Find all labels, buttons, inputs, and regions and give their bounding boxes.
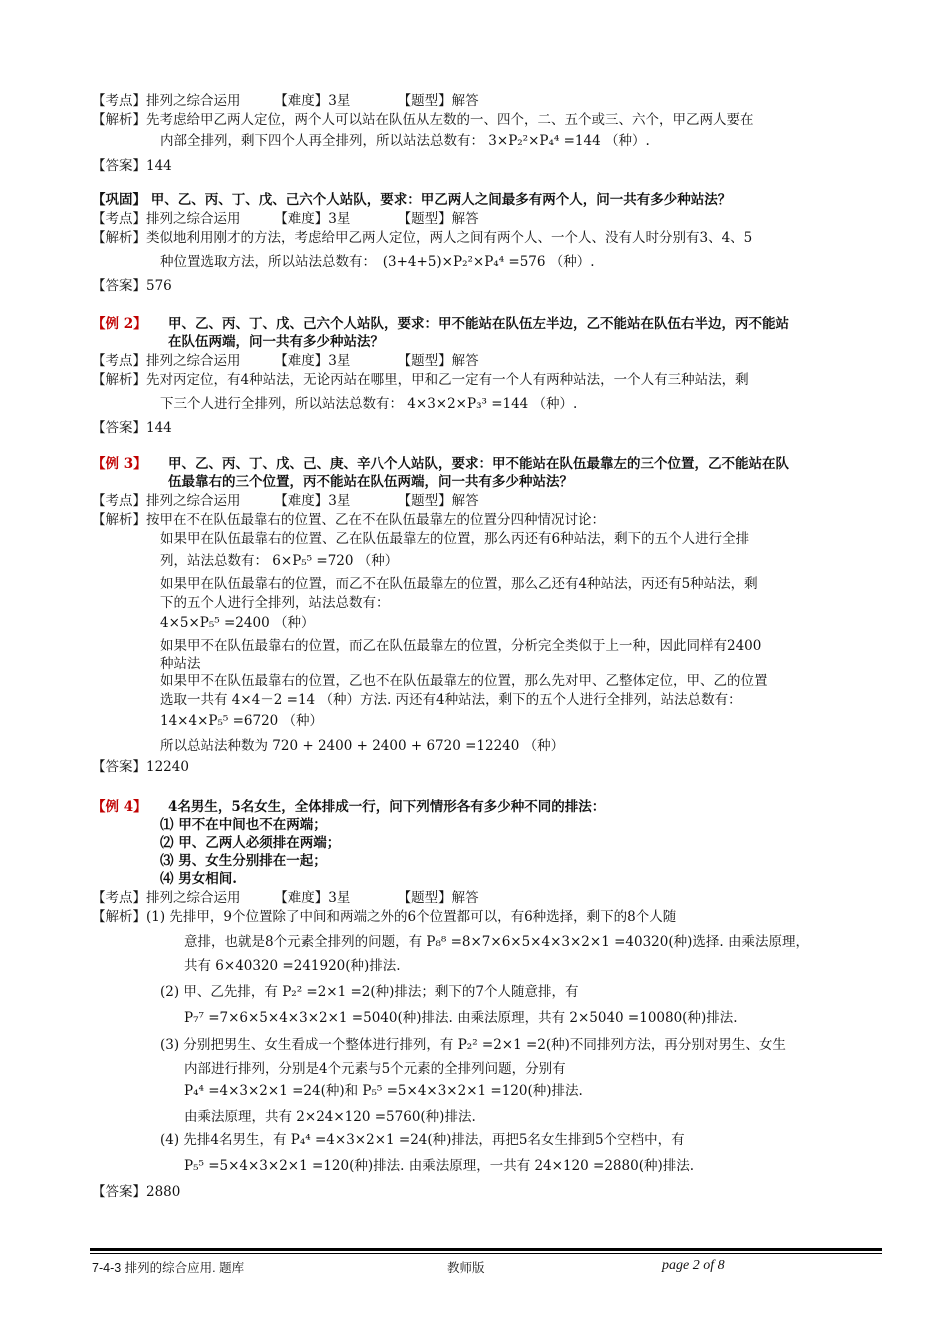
text-line: 【考点】排列之综合运用 【难度】3星 【题型】解答: [92, 353, 479, 369]
text-line: 下的五个人进行全排列，站法总数有：: [160, 595, 390, 611]
text-line: 【答案】12240: [92, 759, 189, 775]
text-line: 【考点】排列之综合运用 【难度】3星 【题型】解答: [92, 93, 479, 109]
text-line: 所以总站法种数为 720 + 2400 + 2400 + 6720 =12240 （种）: [160, 738, 565, 754]
text-line: (2) 甲、乙先排，有 P₂² =2×1 =2(种)排法；剩下的7个人随意排，有: [160, 984, 579, 1000]
text-line: 甲、乙、丙、丁、戊、己六个人站队，要求：甲不能站在队伍左半边，乙不能站在队伍右半边，丙不能站: [168, 316, 789, 332]
text-line: 【解析】(1) 先排甲，9个位置除了中间和两端之外的6个位置都可以，有6种选择，剩下的8个人随: [92, 909, 677, 925]
text-line: 14×4×P₅⁵ =6720 （种）: [160, 713, 324, 729]
text-line: 在队伍两端，问一共有多少种站法？: [168, 334, 384, 350]
text-line: 4×5×P₅⁵ =2400 （种）: [160, 615, 315, 631]
text-line: 【巩固】 甲、乙、丙、丁、戊、己六个人站队，要求：甲乙两人之间最多有两个人，问一共有多少种站法？: [92, 192, 732, 208]
footer-rule-thin: [90, 1253, 882, 1254]
text-line: 【考点】排列之综合运用 【难度】3星 【题型】解答: [92, 493, 479, 509]
text-line: (3) 分别把男生、女生看成一个整体进行排列，有 P₂² =2×1 =2(种)不同排列方法，再分别对男生、女生: [160, 1037, 786, 1053]
text-line: 如果甲在队伍最靠右的位置、乙在队伍最靠左的位置，那么丙还有6种站法，剩下的五个人进行全排: [160, 531, 750, 547]
example-2-label: 【例 2】: [92, 316, 147, 332]
text-line: 伍最靠右的三个位置，丙不能站在队伍两端，问一共有多少种站法？: [168, 474, 573, 490]
text-line: 【答案】2880: [92, 1184, 181, 1200]
text-line: 【解析】按甲在不在队伍最靠右的位置、乙在不在队伍最靠左的位置分四种情况讨论：: [92, 512, 605, 528]
text-line: P₅⁵ =5×4×3×2×1 =120(种)排法. 由乘法原理，一共有 24×120 =2880(种)排法.: [184, 1158, 695, 1174]
text-line: ⑶ 男、女生分别排在一起；: [160, 853, 327, 869]
text-line: 甲、乙、丙、丁、戊、己、庚、辛八个人站队，要求：甲不能站在队伍最靠左的三个位置，乙不能站在队: [168, 456, 789, 472]
text-line: 【考点】排列之综合运用 【难度】3星 【题型】解答: [92, 890, 479, 906]
text-line: 【解析】类似地利用刚才的方法，考虑给甲乙两人定位，两人之间有两个人、一个人、没有人时分别有3、4、5: [92, 230, 753, 246]
text-line: 共有 6×40320 =241920(种)排法.: [184, 958, 401, 974]
text-line: ⑵ 甲、乙两人必须排在两端；: [160, 835, 341, 851]
footer-left: 7-4-3 排列的综合应用. 题库: [92, 1261, 245, 1275]
text-line: 下三个人进行全排列，所以站法总数有： 4×3×2×P₃³ =144 （种）.: [160, 396, 578, 412]
example-4-label: 【例 4】: [92, 799, 147, 815]
footer-page-number: page 2 of 8: [662, 1258, 725, 1273]
footer-rule-thick: [90, 1248, 882, 1251]
footer-center: 教师版: [447, 1261, 485, 1275]
text-line: 4名男生，5名女生，全体排成一行，问下列情形各有多少种不同的排法：: [168, 799, 606, 815]
text-line: 【答案】144: [92, 158, 172, 174]
text-line: 【答案】576: [92, 278, 172, 294]
text-line: 种位置选取方法，所以站法总数有： (3+4+5)×P₂²×P₄⁴ =576 （种）.: [160, 254, 595, 270]
text-line: 由乘法原理，共有 2×24×120 =5760(种)排法.: [184, 1109, 476, 1125]
text-line: 列，站法总数有： 6×P₅⁵ =720 （种）: [160, 553, 399, 569]
text-line: 如果甲不在队伍最靠右的位置，而乙在队伍最靠左的位置，分析完全类似于上一种，因此同样有2400: [160, 638, 762, 654]
text-line: 选取一共有 4×4－2 =14 （种）方法. 丙还有4种站法，剩下的五个人进行全排列，站法总数有：: [160, 692, 742, 708]
text-line: ⑴ 甲不在中间也不在两端；: [160, 817, 327, 833]
text-line: 【答案】144: [92, 420, 172, 436]
text-line: 种站法: [160, 656, 201, 672]
text-line: P₇⁷ =7×6×5×4×3×2×1 =5040(种)排法. 由乘法原理，共有 2×5040 =10080(种)排法.: [184, 1010, 738, 1026]
text-line: 内部全排列，剩下四个人再全排列，所以站法总数有： 3×P₂²×P₄⁴ =144 （种）.: [160, 133, 650, 149]
text-line: 内部进行排列，分别是4个元素与5个元素的全排列问题，分别有: [184, 1061, 566, 1077]
text-line: 如果甲不在队伍最靠右的位置，乙也不在队伍最靠左的位置，那么先对甲、乙整体定位，甲、乙的位置: [160, 673, 768, 689]
text-line: P₄⁴ =4×3×2×1 =24(种)和 P₅⁵ =5×4×3×2×1 =120(种)排法.: [184, 1083, 583, 1099]
text-line: 如果甲在队伍最靠右的位置，而乙不在队伍最靠左的位置，那么乙还有4种站法，丙还有5种站法，剩: [160, 576, 758, 592]
text-line: ⑷ 男女相间.: [160, 871, 237, 887]
text-line: 【解析】先对丙定位，有4种站法，无论丙站在哪里，甲和乙一定有一个人有两种站法，一个人有三种站法，剩: [92, 372, 749, 388]
text-line: 【考点】排列之综合运用 【难度】3星 【题型】解答: [92, 211, 479, 227]
text-line: 意排，也就是8个元素全排列的问题，有 P₈⁸ =8×7×6×5×4×3×2×1 =40320(种)选择. 由乘法原理，: [184, 934, 809, 950]
example-3-label: 【例 3】: [92, 456, 147, 472]
text-line: 【解析】先考虑给甲乙两人定位，两个人可以站在队伍从左数的一、四个，二、五个或三、六个，甲乙两人要在: [92, 112, 754, 128]
text-line: (4) 先排4名男生，有 P₄⁴ =4×3×2×1 =24(种)排法，再把5名女生排到5个空档中，有: [160, 1132, 685, 1148]
